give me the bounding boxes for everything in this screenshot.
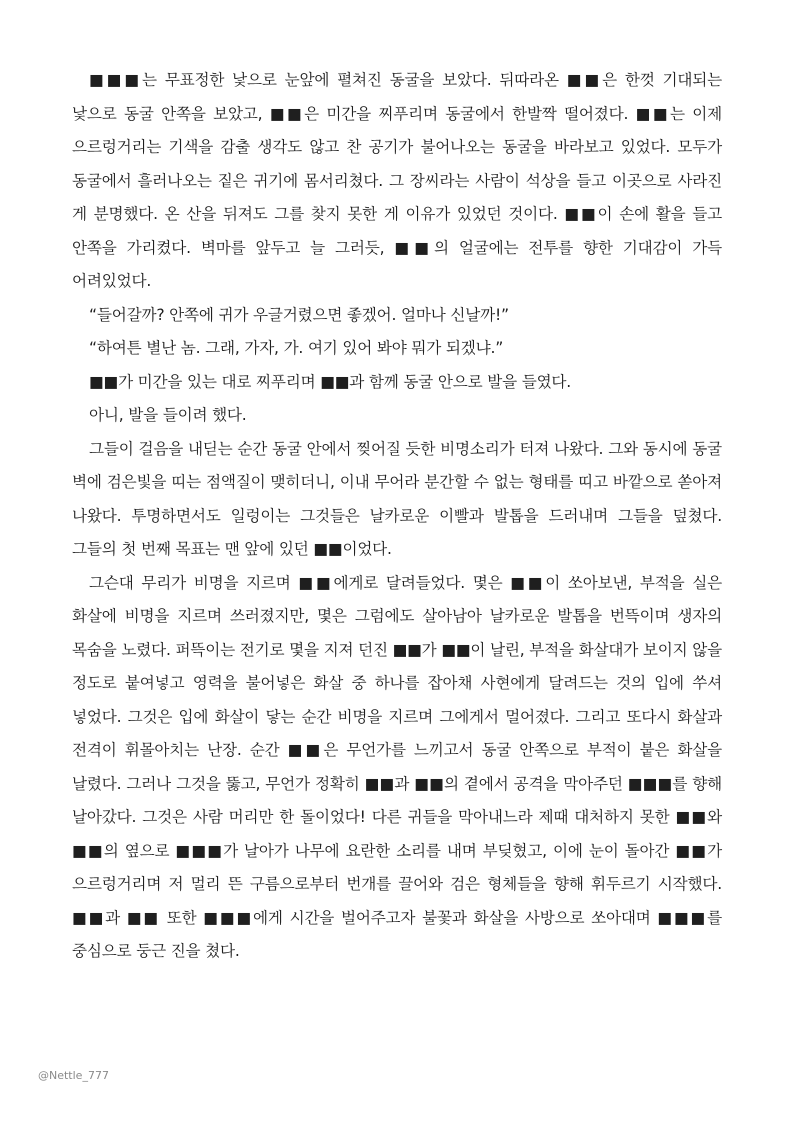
- dialogue-line-1: “들어갈까? 안쪽에 귀가 우글거렸으면 좋겠어. 얼마나 신날까!”: [89, 305, 509, 324]
- paragraph-cave: ■■■는 무표정한 낯으로 눈앞에 펼쳐진 동굴을 보았다. 뒤따라온 ■■은 한껏 기대되는 낯으로 동굴 안쪽을 보았고, ■■은 미간을 찌푸리며 동굴에서 한발짝 떨어졌다. ■■는 이제 으르렁거리는 기색을 감출 생각도 않고 찬 공기가 불어나오는 동굴을 바라보고 있었다. 모두가 동굴에서 흘러나오는 짙은 귀기에 몸서리쳤다. 그 장씨라는 사람이 석상을 들고 이곳으로 사라진 게 분명했다. 온 산을 뒤져도 그를 찾지 못한 게 이유가 있었던 것이다. ■■이 손에 활을 들고 안쪽을 가리켰다. 벽마를 앞두고 늘 그러듯, ■■의 얼굴에는 전투를 향한 기대감이 가득 어려있었다.: [72, 71, 722, 290]
- paragraph-enter: ■■가 미간을 있는 대로 찌푸리며 ■■과 함께 동굴 안으로 발을 들였다.: [89, 372, 572, 391]
- dialogue-line-2: “하여튼 별난 놈. 그래, 가자, 가. 여기 있어 봐야 뭐가 되겠냐.”: [89, 339, 504, 357]
- document-body: [72, 64, 722, 969]
- author-watermark: @Nettle_777: [38, 1069, 109, 1082]
- paragraph-battle: 그슨대 무리가 비명을 지르며 ■■에게로 달려들었다. 몇은 ■■이 쏘아보낸, 부적을 실은 화살에 비명을 지르며 쓰러졌지만, 몇은 그럼에도 살아남아 날카로운 발톱을 번뜩이며 생자의 목숨을 노렸다. 퍼뜩이는 전기로 몇을 지져 던진 ■■가 ■■이 날린, 부적을 화살대가 보이지 않을 정도로 붙여넣고 영력을 불어넣은 화살 중 하나를 잡아채 사현에게 달려드는 것의 입에 쑤셔 넣었다. 그것은 입에 화살이 닿는 순간 비명을 지르며 그에게서 멀어졌다. 그리고 또다시 화살과 전격이 휘몰아치는 난장. 순간 ■■은 무언가를 느끼고서 동굴 안쪽으로 부적이 붙은 화살을 날렸다. 그러나 그것을 뚫고, 무언가 정확히 ■■과 ■■의 곁에서 공격을 막아주던 ■■■를 향해 날아갔다. 그것은 사람 머리만 한 돌이었다! 다른 귀들을 막아내느라 제때 대처하지 못한 ■■와 ■■의 옆으로 ■■■가 날아가 나무에 요란한 소리를 내며 부딪혔고, 이에 눈이 돌아간 ■■가 으르렁거리며 저 멀리 뜬 구름으로부터 번개를 끌어와 검은 형체들을 향해 휘두르기 시작했다. ■■과 ■■ 또한 ■■■에게 시간을 벌어주고자 불꽃과 화살을 사방으로 쏘아대며 ■■■를 중심으로 둥근 진을 쳤다.: [72, 573, 722, 960]
- paragraph-scream: 그들이 걸음을 내딛는 순간 동굴 안에서 찢어질 듯한 비명소리가 터져 나왔다. 그와 동시에 동굴 벽에 검은빛을 띠는 점액질이 맺히더니, 이내 무어라 분간할 수 없는 형태를 띠고 바깥으로 쏟아져 나왔다. 투명하면서도 일렁이는 그것들은 날카로운 이빨과 발톱을 드러내며 그들을 덮쳤다. 그들의 첫 번째 목표는 맨 앞에 있던 ■■이었다.: [72, 439, 722, 558]
- paragraph-tried: 아니, 발을 들이려 했다.: [89, 406, 247, 424]
